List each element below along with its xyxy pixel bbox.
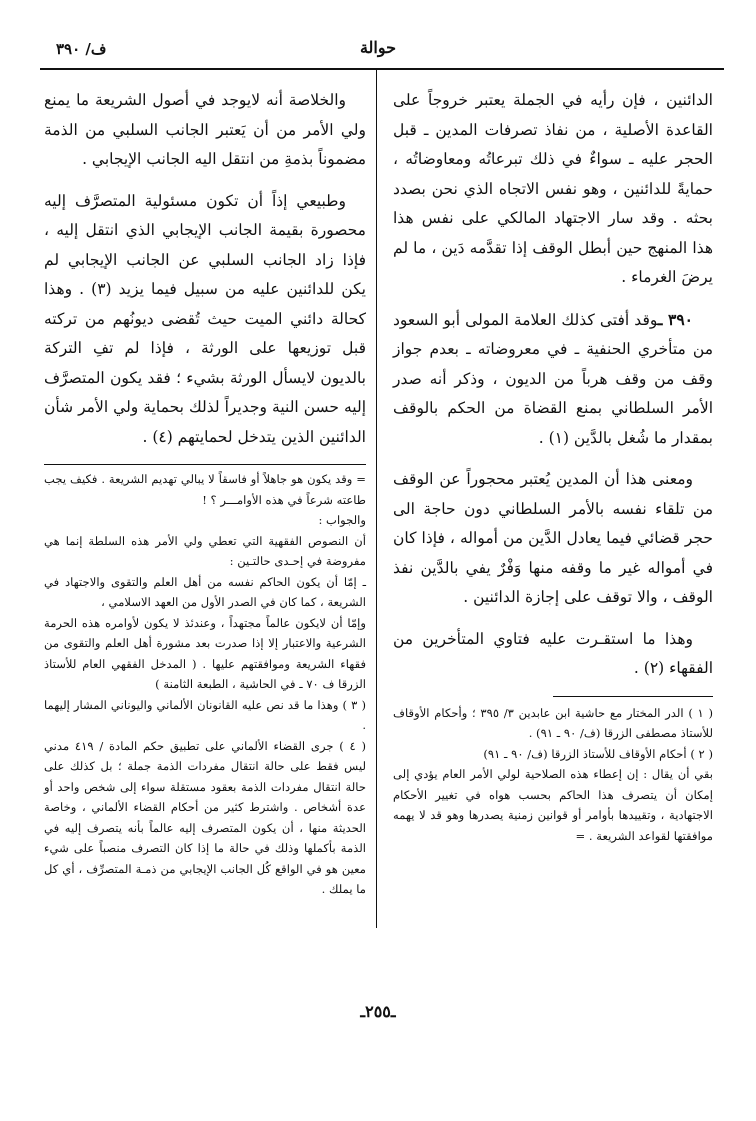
body-paragraph: وطبيعي إذاً أن تكون مسئولية المتصرَّف إليه محصورة بقيمة الجانب الإيجابي الذي انتقل إليه ، فإذا زاد الجانب السلبي عن الجانب الإيجابي لم يكن للدائنين عليه من سبيل فيما يزيد (٣) . وهذا كحالة دائني الميت حيث تُقضى ديونُهم من تركته قبل توزيعها على الورثة ، فإذا لم تفِ التركة بالديون لايسأل الورثة بشيء ؛ فقد يكون المتصرَّف إليه حسن النية وجديراً لذلك بحماية ولي الأمر شأن الدائنين الذين يتدخل لحمايتهم (٤) . bbox=[44, 191, 366, 446]
right-column-footnotes bbox=[393, 703, 713, 847]
right-column bbox=[393, 86, 713, 846]
body-paragraph: ومعنى هذا أن المدين يُعتبر محجوراً عن الوقف من تلقاء نفسه بالأمر السلطاني دون حاجة الى حجر قضائي فيما يعادل الدَّين من أمواله ، فإذا كان في أمواله غير ما وقفه منها وَفْرٌ يفي بالدَّين نفذ الوقف ، والا توقف على إجازة الدائنين . bbox=[393, 470, 713, 606]
footnote: بقي أن يقال : إن إعطاء هذه الصلاحية لولي الأمر العام يؤدي إلى إمكان أن يتصرف هذا الحاكم بحسب هواه في تغيير الأحكام الاجتهادية ، وتقييدها بأوامر أو قوانين زمنية يصدرها وهو قد لا يهمه موافقتها لقواعد الشريعة . = bbox=[393, 767, 713, 843]
left-column-footnotes bbox=[44, 469, 366, 900]
body-paragraph-numbered bbox=[393, 305, 713, 454]
running-header-title: حوالة bbox=[359, 38, 397, 57]
page-number: ـ٢٥٥ـ bbox=[360, 1002, 396, 1021]
footnote-rule bbox=[44, 464, 366, 465]
left-column bbox=[44, 86, 366, 900]
right-column-body bbox=[393, 86, 713, 684]
body-paragraph: الدائنين ، فإن رأيه في الجملة يعتبر خروجاً على القاعدة الأصلية ، من نفاذ تصرفات المدين ـ قبل الحجر عليه ـ سواءٌ في ذلك تبرعاتُه ومعاوضاتُه ، حمايةً للدائنين ، وهو نفس الاتجاه الذي نحن بصدد بحثه . وقد سار الاجتهاد المالكي على نفس هذا هذا المنهج حين أبطل الوقف إذا تقدَّمه دَين ، ما لم يرضَ الغرماء . bbox=[393, 91, 713, 286]
column-divider bbox=[376, 70, 377, 928]
paragraph-number: ٣٩٠ ـ bbox=[657, 309, 694, 329]
body-paragraph: وهذا ما استقـرت عليه فتاوي المتأخرين من الفقهاء (٢) . bbox=[393, 629, 713, 677]
footnote: ـ إمّا أن يكون الحاكم نفسه من أهل العلم والتقوى والاجتهاد في الشريعة ، كما كان في الصدر الأول من العهد الاسلامي ، bbox=[44, 574, 366, 609]
footnote-rule bbox=[553, 696, 713, 697]
footnote: ( ٤ ) جرى القضاء الألماني على تطبيق حكم المادة / ٤١٩ مدني ليس فقط على حالة انتقال مفردات الذمة جملة ؛ بل كذلك على حالة انتقال مفردات الذمة بعقود مستقلة سواء إلى شخص واحد أو عدة أشخاص . واشترط كثير من أحكام القضاء الألماني ، وخاصة الحديثة منها ، أن يكون المتصرف إليه عالماً بأنه يتصرف إليه في الذمة بأكملها وذلك في حالة ما إذا كان التصرف منصباً على شيء معين هو في الواقع كُل الجانب الإيجابي من ذمـة المتصرِّف ، أي كل ما يملك . bbox=[44, 738, 366, 896]
footnote: وإمّا أن لايكون عالماً مجتهداً ، وعندئذ لا يكون لأوامره هذه الحرمة الشرعية والاعتبار إلا إذا صدرت بعد مشورة أهل العلم والتقوى من فقهاء الشريعة وموافقتهم عليها . ( المدخل الفقهي العام للأستاذ الزرقا ف ٧٠ ـ في الحاشية ، الطبعة الثامنة ) bbox=[44, 615, 366, 691]
footnote-continuation: = وقد يكون هو جاهلاً أو فاسقاً لا يبالي تهديم الشريعة . فكيف يجب طاعته شرعاً في هذه الأوامـــر ؟ ! bbox=[44, 472, 366, 507]
footnote: والجواب : bbox=[318, 513, 366, 527]
body-paragraph: والخلاصة أنه لايوجد في أصول الشريعة ما يمنع ولي الأمر من أن يَعتبر الجانب السلبي من الذمة مضموناً بذمةِ من انتقل اليه الجانب الإيجابي . bbox=[44, 91, 366, 168]
footnote: ( ١ ) الدر المختار مع حاشية ابن عابدين ٣/ ٣٩٥ ؛ وأحكام الأوقاف للأستاذ مصطفى الزرقا (ف/ ٩٠ ـ ٩١) . bbox=[393, 705, 713, 740]
footnote: ( ٢ ) أحكام الأوقاف للأستاذ الزرقا (ف/ ٩٠ ـ ٩١) bbox=[483, 746, 713, 761]
footnote: أن النصوص الفقهية التي تعطي ولي الأمر هذه السلطة إنما هي مفروضة في إحـدى حالتـين : bbox=[44, 533, 366, 568]
footnote: ( ٣ ) وهذا ما قد نص عليه القانونان الألماني واليوناني المشار إليهما . bbox=[44, 697, 367, 732]
left-column-body bbox=[44, 86, 366, 452]
body-paragraph-text: وقد أفتى كذلك العلامة المولى أبو السعود من متأخري الحنفية ـ في معروضاته ـ بعدم جواز وقف من وقف هرباً من الديون ، وذكر أنه صدر الأمر السلطاني بمنع القضاة من الحكم بالوقف بمقدار ما شُغل بالدَّين (١) . bbox=[393, 310, 713, 447]
running-header-section-ref: ف/ ٣٩٠ bbox=[56, 40, 107, 58]
header-rule bbox=[40, 68, 724, 70]
